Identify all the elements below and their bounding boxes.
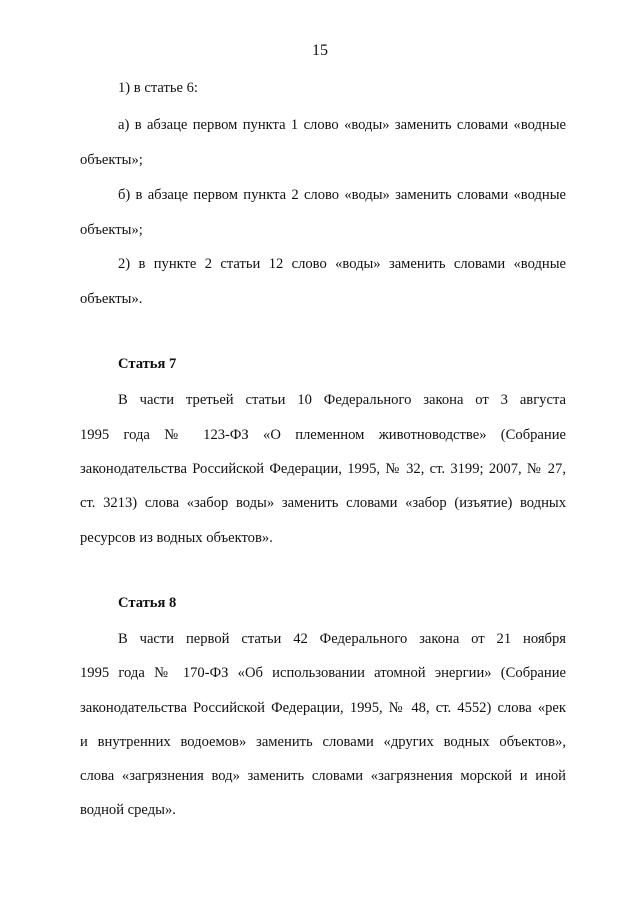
paragraph-line: и внутренних водоемов» заменить словами «других водных объектов», xyxy=(80,734,566,750)
paragraph-line: ст. 3213) слова «забор воды» заменить словами «забор (изъятие) водных xyxy=(80,495,566,511)
paragraph-line: законодательства Российской Федерации, 1995, № 48, ст. 4552) слова «рек xyxy=(80,700,566,716)
paragraph-line: законодательства Российской Федерации, 1995, № 32, ст. 3199; 2007, № 27, xyxy=(80,461,566,477)
paragraph-line: объекты». xyxy=(80,291,143,307)
paragraph-line: а) в абзаце первом пункта 1 слово «воды» заменить словами «водные xyxy=(118,117,566,133)
paragraph-line: В части первой статьи 42 Федерального закона от 21 ноября xyxy=(118,631,566,647)
list-item-article-6: 1) в статье 6: xyxy=(118,80,198,96)
paragraph-line: объекты»; xyxy=(80,152,143,168)
page-number: 15 xyxy=(312,42,328,59)
paragraph-line: слова «загрязнения вод» заменить словами «загрязнения морской и иной xyxy=(80,768,566,784)
paragraph-line: 2) в пункте 2 статьи 12 слово «воды» заменить словами «водные xyxy=(118,256,566,272)
paragraph-line: 1995 года № 170-ФЗ «Об использовании атомной энергии» (Собрание xyxy=(80,665,566,681)
paragraph-line: водной среды». xyxy=(80,802,176,818)
paragraph-line: 1995 года № 123-ФЗ «О племенном животноводстве» (Собрание xyxy=(80,427,566,443)
paragraph-line: ресурсов из водных объектов». xyxy=(80,530,273,546)
paragraph-line: объекты»; xyxy=(80,222,143,238)
article-8-heading: Статья 8 xyxy=(118,595,177,611)
paragraph-line: б) в абзаце первом пункта 2 слово «воды» заменить словами «водные xyxy=(118,187,566,203)
article-7-heading: Статья 7 xyxy=(118,356,177,372)
paragraph-line: В части третьей статьи 10 Федерального закона от 3 августа xyxy=(118,392,566,408)
